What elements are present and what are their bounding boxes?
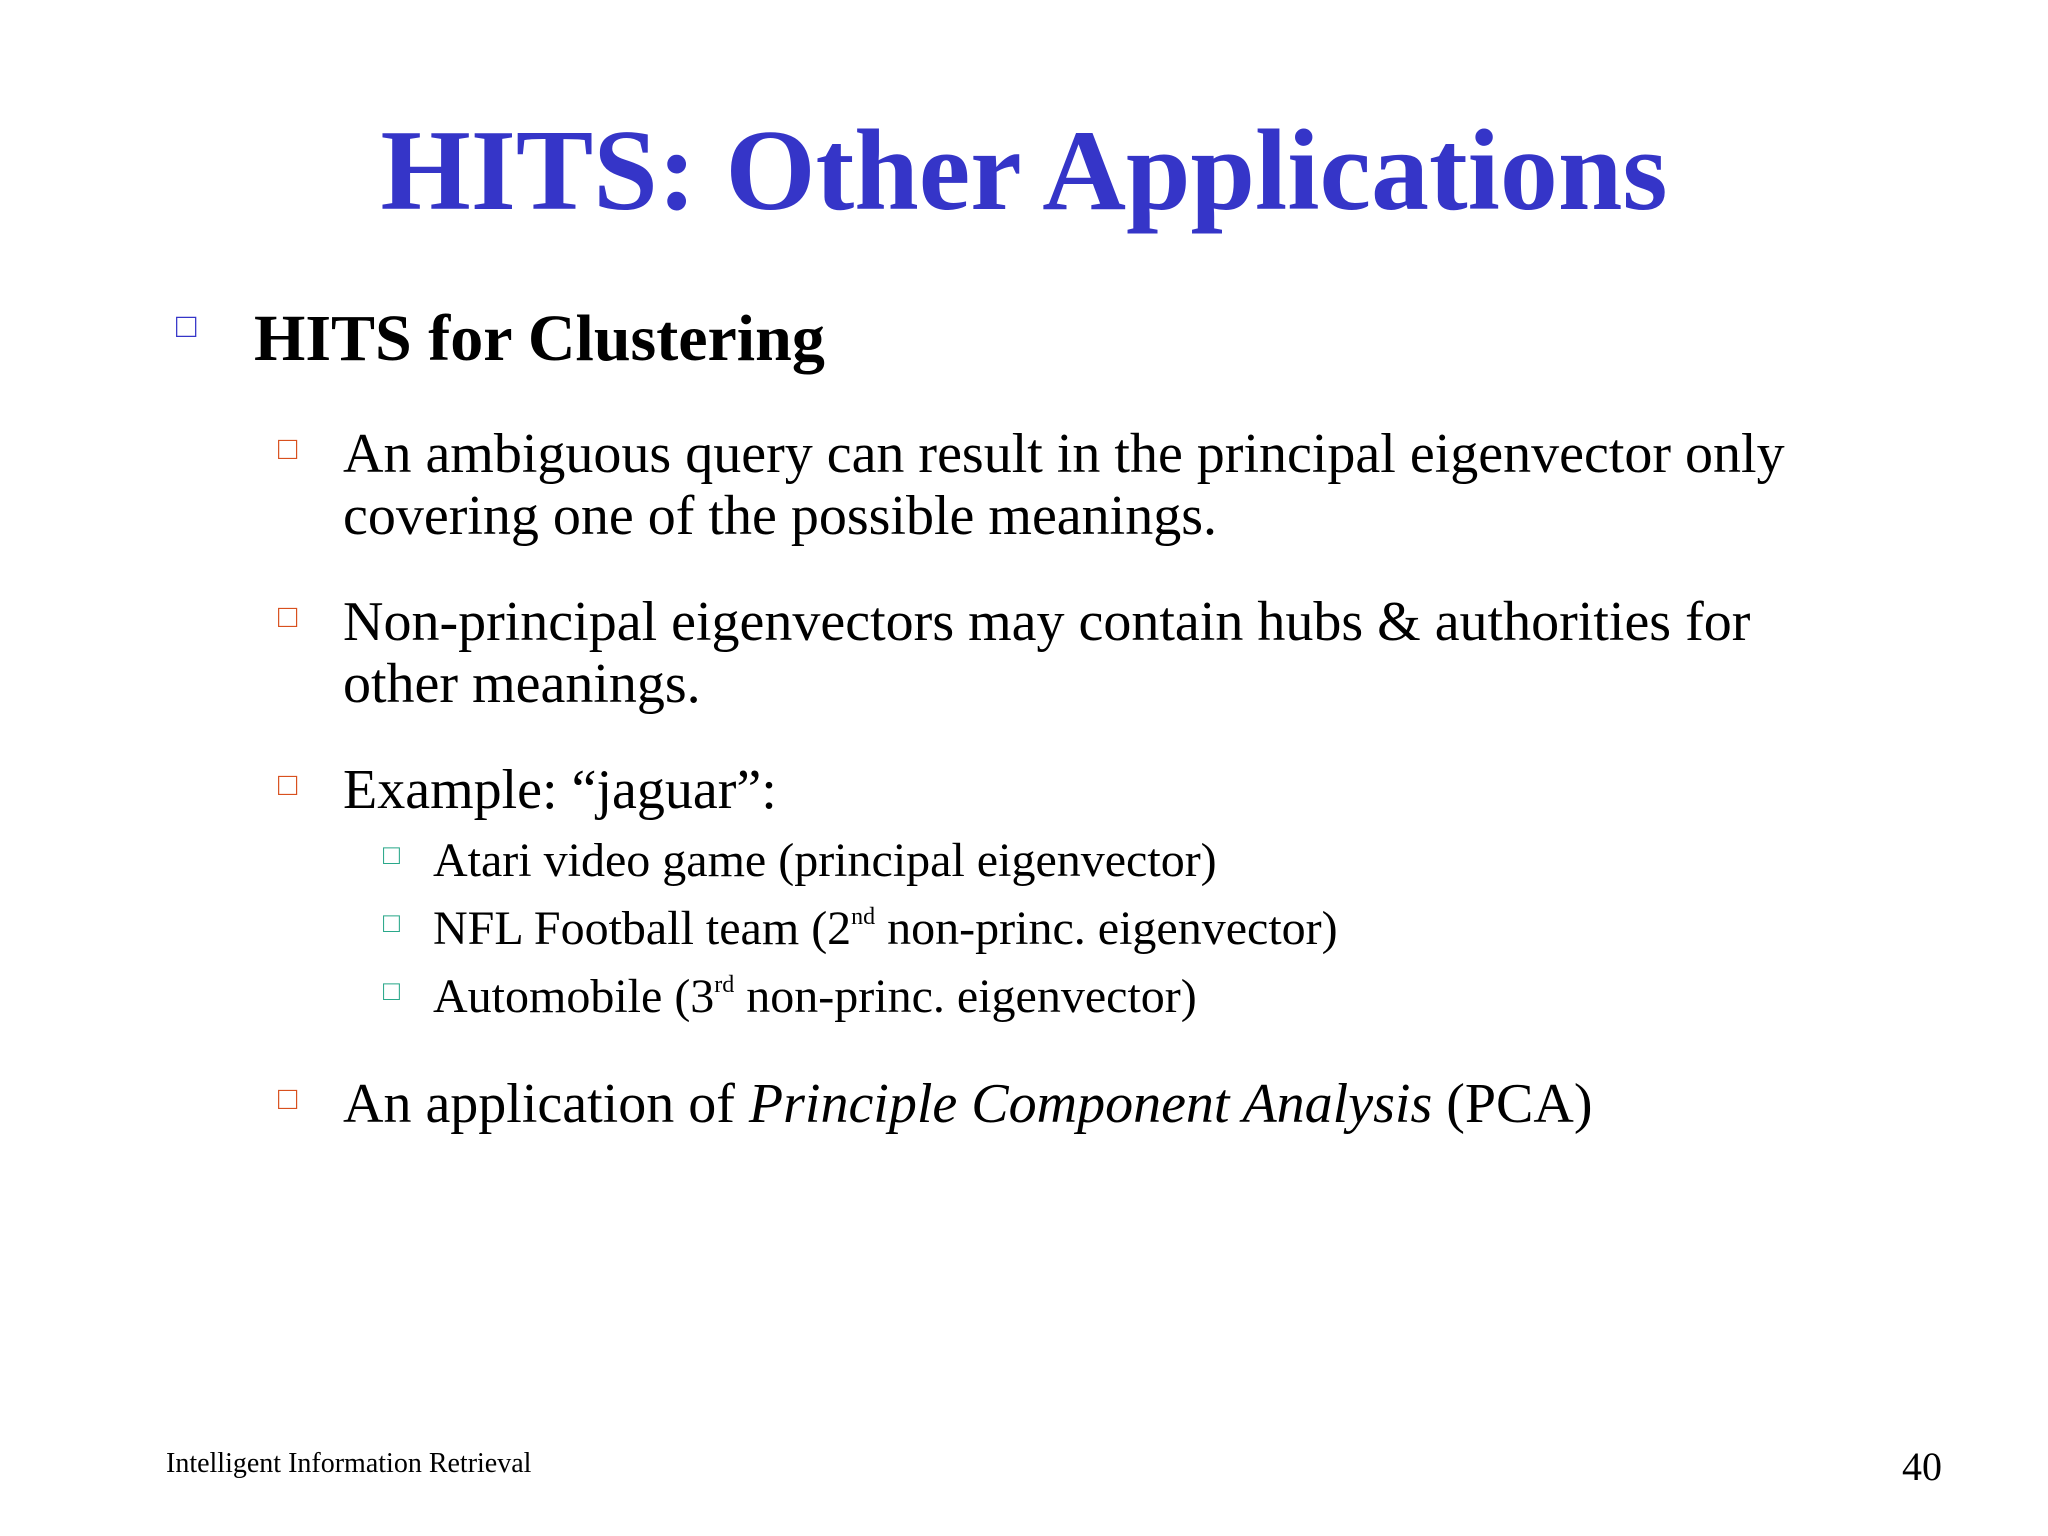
example-nfl: NFL Football team (2nd non-princ. eigenvector): [433, 902, 1338, 955]
square-bullet-icon: □: [383, 908, 400, 939]
point-line: Non-principal eigenvectors may contain hubs & authorities for: [343, 591, 1751, 653]
point-example: [343, 759, 777, 821]
square-bullet-icon: □: [278, 766, 298, 802]
square-bullet-icon: □: [278, 598, 298, 634]
footer-course-name: Intelligent Information Retrieval: [166, 1448, 532, 1479]
point-line: other meanings.: [343, 653, 701, 715]
square-bullet-icon: □: [383, 840, 400, 871]
ordinal-suffix: nd: [851, 904, 876, 930]
example-automobile: Automobile (3rd non-princ. eigenvector): [433, 970, 1197, 1023]
section-heading: HITS for Clustering: [254, 302, 825, 375]
example-atari: Atari video game (principal eigenvector): [433, 834, 1217, 887]
point-line: Example: “jaguar”:: [343, 759, 777, 821]
point-line: covering one of the possible meanings.: [343, 485, 1218, 547]
square-bullet-icon: □: [278, 430, 298, 466]
point-non-principal: [343, 591, 1750, 715]
point-ambiguous-query: [343, 423, 1785, 547]
ordinal-suffix: rd: [714, 972, 735, 998]
page-number: 40: [1902, 1444, 1942, 1489]
square-bullet-icon: □: [278, 1080, 298, 1116]
slide-title: HITS: Other Applications: [380, 107, 1668, 235]
point-line: An ambiguous query can result in the principal eigenvector only: [343, 423, 1785, 485]
square-bullet-icon: □: [383, 976, 400, 1007]
pca-emphasis: Principle Component Analysis: [748, 1073, 1433, 1135]
square-bullet-icon: □: [176, 308, 197, 345]
point-pca: An application of Principle Component Analysis (PCA): [343, 1073, 1593, 1135]
